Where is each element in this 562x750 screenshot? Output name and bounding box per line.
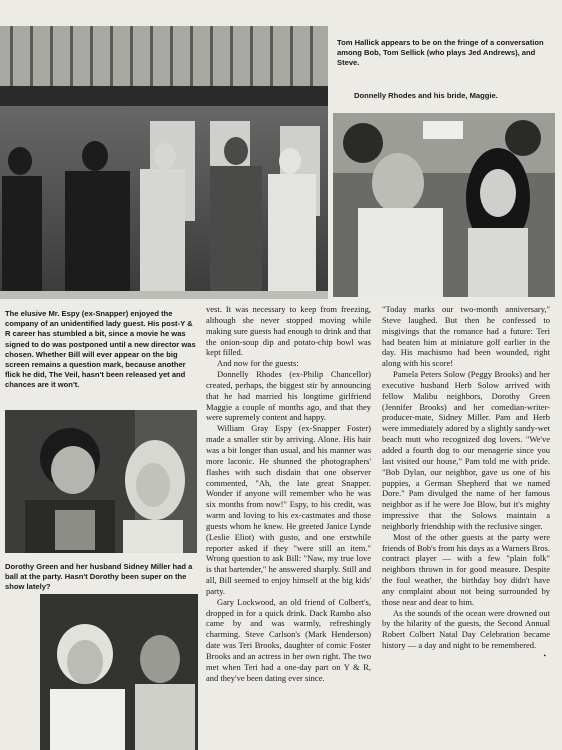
article-column-right <box>382 304 550 662</box>
article-paragraph: Pamela Peters Solow (Peggy Brooks) and her executive husband Herb Solow arrived with fellow Malibu neighbors, Dorothy Green (Jennifer Brooks) and her comedian-writer-producer-mate, Sidney Miller. Pam and Herb were immediately adored by a slightly sandy-wet beach mutt who recognized dog lovers. "We've added a fourth dog to our menagerie since you last visited our house," Pam told me with pride. "Bob Dylan, our neighbor, gave us one of his puppies, a German Shepherd that we named Dore." Pam divulged the name of her famous neighbor as if he were Joe Blow, but it's mighty impressive that the Solows maintain a neighborly friendship with the reclusive singer. <box>382 369 550 531</box>
green-photo <box>40 594 198 750</box>
caption-text: Dorothy Green and her husband Sidney Miller had a ball at the party. Hasn't Dorothy been super on the show lately? <box>5 562 193 592</box>
article-paragraph: Gary Lockwood, an old friend of Colbert's, dropped in for a quick drink. Dack Rambo also came by and was warmly, refreshingly charming. Steve Carlson's (Mark Henderson) date was Teri Brooks, daughter of comic Foster Brooks and an actress in her own right. The two met when Teri had a one-day part on Y & R, and they've been dating ever since. <box>206 596 371 683</box>
caption-text: The elusive Mr. Espy (ex-Snapper) enjoyed the company of an unidentified lady guest. His post-Y & R career has stumbled a bit, since a movie he was signed to do was postponed until a new director was chosen. Whether Bill will ever appear on the big screen remains a question mark, because another flick he did, The Veil, hasn't been released yet and chances are it won't. <box>5 309 196 390</box>
end-of-article-mark: • <box>543 652 546 660</box>
caption-green <box>5 562 197 593</box>
article-paragraph: vest. It was necessary to keep from freezing, although she never stopped moving while making sure guests had enough to drink and that the onion-soup dip and potato-chip bowl was kept filled. <box>206 304 371 358</box>
article-paragraph: William Gray Espy (ex-Snapper Foster) made a smaller stir by arriving. Alone. His hair was a bit longer than usual, and his manner was more laconic. He shunned the photographers' flashes with such disdain that one observer commented, "Ah, the late great Snapper. Wonder if anyone will remember who he was six months from now!" Espy, to his credit, was warm and loving to his ex-castmates and those guests whom he knew. He greeted Janice Lynde (Leslie Eliot) with gusto, and one erstwhile reporter asked if they "were still an item." Wrong question to ask Bill: "Naw, my true love is that bartender," he answered sharply. Still and all, Bill seemed to enjoy himself at the big kids' party. <box>206 423 371 596</box>
article-paragraph: As the sounds of the ocean were drowned out by the hilarity of the guests, the Second Annual Robert Colbert Natal Day Celebration became history — a day and night to be remembered. <box>382 607 550 651</box>
article-paragraph: Donnelly Rhodes (ex-Philip Chancellor) created, perhaps, the biggest stir by announcing that he had married his longtime girlfriend Maggie a couple of months ago, and that they were supremely content and happy. <box>206 369 371 423</box>
couple-photo <box>333 113 555 297</box>
article-paragraph: And now for the guests: <box>217 358 299 369</box>
caption-text: Tom Hallick appears to be on the fringe of a conversation among Bob, Tom Sellick (who plays Jed Andrews), and Steve. <box>337 38 544 68</box>
article-paragraph: "Today marks our two-month anniversary," Steve laughed. But then he confessed to misgivings that the romance had a future: Teri had beaten him at miniature golf earlier in the day. His machismo had been wounded, right along with his score! <box>382 304 550 369</box>
group-photo <box>0 26 328 299</box>
caption-group-photo <box>337 38 557 69</box>
caption-espy <box>5 309 197 391</box>
caption-text: Donnelly Rhodes and his bride, Maggie. <box>354 91 498 100</box>
article-column-middle <box>206 304 371 684</box>
caption-rhodes <box>354 91 554 101</box>
espy-photo <box>5 410 197 553</box>
article-paragraph: Most of the other guests at the party were friends of Bob's from his days as a Warners Bros. contract player — with a few "plain folk" neighbors thrown in for good measure. Despite the foul weather, the birthday boy didn't have any complaint about not being surrounded by those near and dear to him. <box>382 531 550 607</box>
